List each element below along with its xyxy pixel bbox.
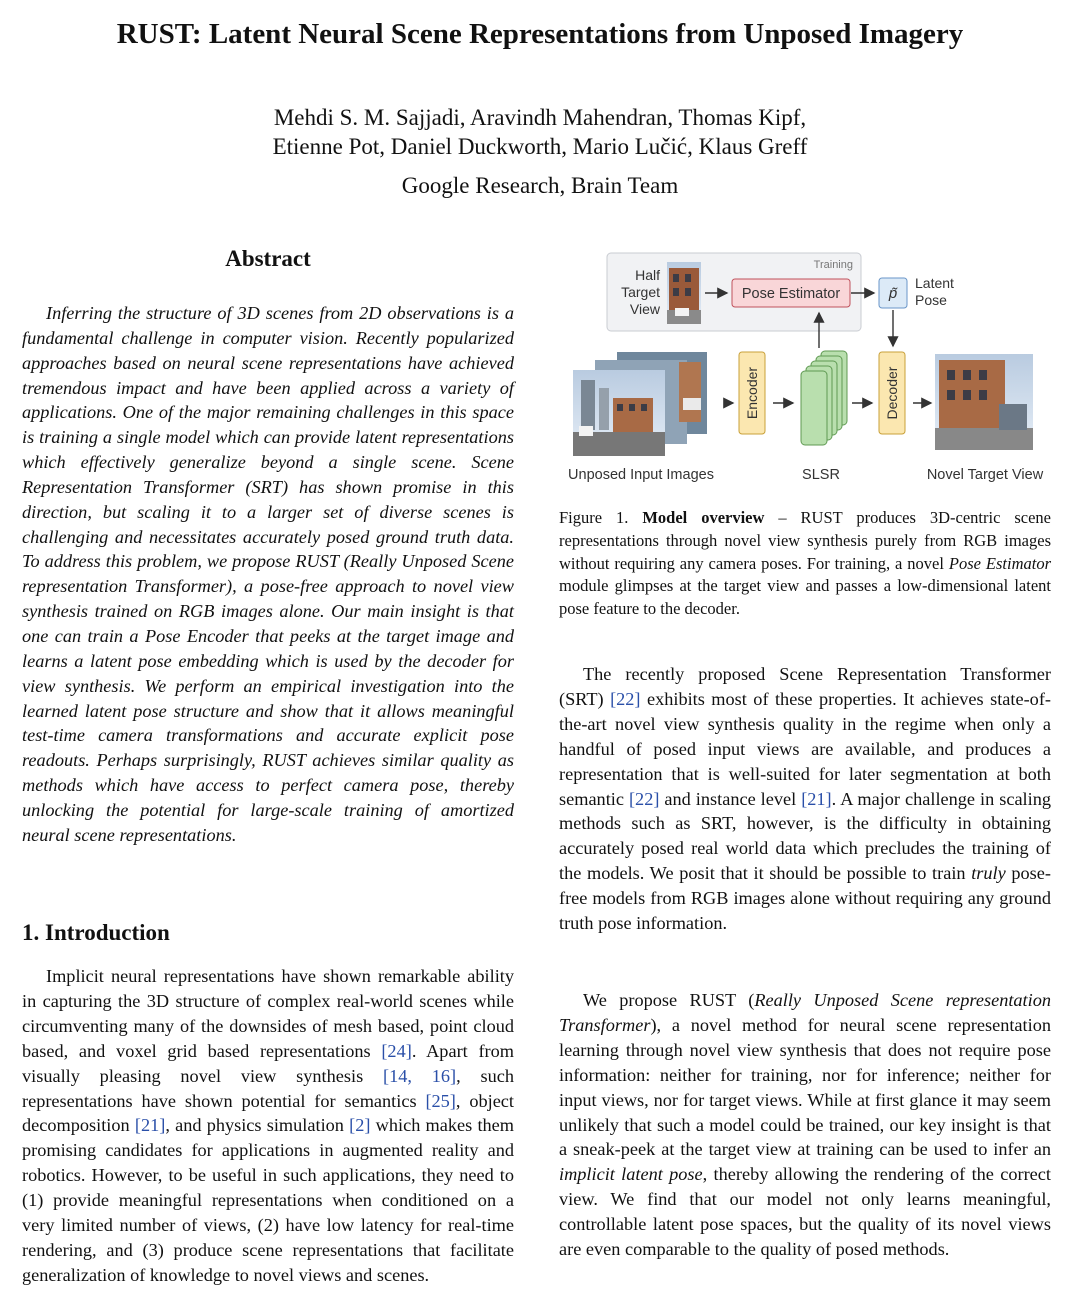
abstract-heading: Abstract xyxy=(225,246,311,271)
citation-link[interactable]: [14, 16] xyxy=(383,1065,457,1086)
intro-paragraph-2: The recently proposed Scene Representation Transformer (SRT) [22] exhibits most of these properties. It achieves state-of-the-art novel view synthesis quality in the regime when only a handful of posed input views are available, and produces a representation that is well-suited for later segmentation at both semantic [22] and instance level [21]. A major challenge in scaling methods such as SRT, however, is the difficulty in obtaining accurately posed real world data which precludes the training of the models. We posit that it should be possible to train truly pose-free models from RGB images alone without requiring any ground truth pose information. xyxy=(559,664,1051,934)
novel-target-view-label: Novel Target View xyxy=(926,467,1044,483)
slsr-stack xyxy=(801,351,847,445)
citation-link[interactable]: [24] xyxy=(381,1040,412,1061)
training-label: Training xyxy=(813,259,853,271)
affiliation: Google Research, Brain Team xyxy=(401,173,679,198)
intro-paragraph-1: Implicit neural representations have shown remarkable ability in capturing the 3D structure of complex real-world scenes while circumventing many of the downsides of mesh based, point cloud based, and voxel grid based representations [24]. Apart from visually pleasing novel view synthesis [14, 16], such representations have shown potential for semantics [25], object decomposition [21], and physics simulation [2] which makes them promising candidates for applications in augmented reality and robotics. However, to be useful in such applications, they need to (1) provide meaningful representations when conditioned on a very limited number of views, (2) have low latency for real-time rendering, and (3) produce scene representations that facilitate generalization of knowledge to novel views and scenes. xyxy=(22,966,515,1285)
paper-title: RUST: Latent Neural Scene Representations from Unposed Imagery xyxy=(116,18,964,50)
decoder-label: Decoder xyxy=(884,366,900,420)
unposed-input-images-label: Unposed Input Images xyxy=(568,467,714,483)
citation-link[interactable]: [21] xyxy=(134,1115,166,1136)
pose-estimator-label: Pose Estimator xyxy=(741,286,841,302)
slsr-label: SLSR xyxy=(802,467,840,483)
latent-pose-symbol: p̃ xyxy=(888,285,898,302)
latent-pose-label-1: Latent xyxy=(915,275,954,291)
novel-target-view-image xyxy=(935,354,1033,450)
authors-line-2: Etienne Pot, Daniel Duckworth, Mario Lučić, Klaus Greff xyxy=(272,134,808,159)
citation-link[interactable]: [22] xyxy=(628,788,660,809)
citation-link[interactable]: [22] xyxy=(610,688,641,709)
intro-paragraph-3: We propose RUST (Really Unposed Scene representation Transformer), a novel method for neural scene representation learning through novel view synthesis that does not require pose information: neither for training, nor for inference; neither for input views, nor for target views. While at first glance it may seem unlikely that such a model could be trained, our key insight is that a sneak-peek at the target view at training can be used to infer an implicit latent pose, thereby allowing the rendering of the correct view. We find that our model not only learns meaningful, controllable latent pose spaces, but the quality of its novel views are even comparable to the quality of posed methods. xyxy=(559,990,1051,1260)
citation-link[interactable]: [25] xyxy=(425,1090,456,1111)
latent-pose-label-2: Pose xyxy=(915,292,947,308)
half-target-label-1: Half xyxy=(635,267,660,283)
figure-model-overview xyxy=(559,248,1059,493)
half-target-label-3: View xyxy=(629,301,660,317)
half-target-label-2: Target xyxy=(621,284,660,300)
model-diagram xyxy=(559,248,1059,493)
citation-link[interactable]: [21] xyxy=(801,788,832,809)
half-target-image xyxy=(667,262,701,324)
encoder-label: Encoder xyxy=(744,366,760,420)
author-list xyxy=(0,103,1080,161)
section-heading-introduction: 1. Introduction xyxy=(22,920,170,945)
citation-link[interactable]: [2] xyxy=(349,1115,371,1136)
abstract-text: Inferring the structure of 3D scenes from 2D observations is a fundamental challenge in computer vision. Recently popularized approaches based on neural scene representations have achieved tremendous impact and have been applied across a variety of applications. One of the major remaining challenges in this space is training a single model which can provide latent representations which effectively generalize beyond a single scene. Scene Representation Transformer (SRT) has shown promise in this direction, but scaling it to a larger set of diverse scenes is challenging and necessitates accurately posed ground truth data. To address this problem, we propose RUST (Really Unposed Scene representation Transformer), a pose-free approach to novel view synthesis trained on RGB images alone. Our main insight is that one can train a Pose Encoder that peeks at the target image and learns a latent pose embedding which is used by the decoder for view synthesis. We perform an empirical investigation into the learned latent pose structure and show that it allows meaningful test-time camera transformations and accurate explicit pose readouts. Perhaps surprisingly, RUST achieves similar quality as methods which have access to perfect camera pose, thereby unlocking the potential for large-scale training of amortized neural scene representations. xyxy=(22,303,514,845)
unposed-input-images xyxy=(573,352,707,456)
figure-caption: Figure 1. Model overview – RUST produces 3D-centric scene representations through novel view synthesis purely from RGB images without requiring any camera poses. For training, a novel Pose Estimator module glimpses at the target view and passes a low-dimensional latent pose feature to the decoder. xyxy=(559,508,1051,619)
authors-line-1: Mehdi S. M. Sajjadi, Aravindh Mahendran, Thomas Kipf, xyxy=(273,105,807,130)
